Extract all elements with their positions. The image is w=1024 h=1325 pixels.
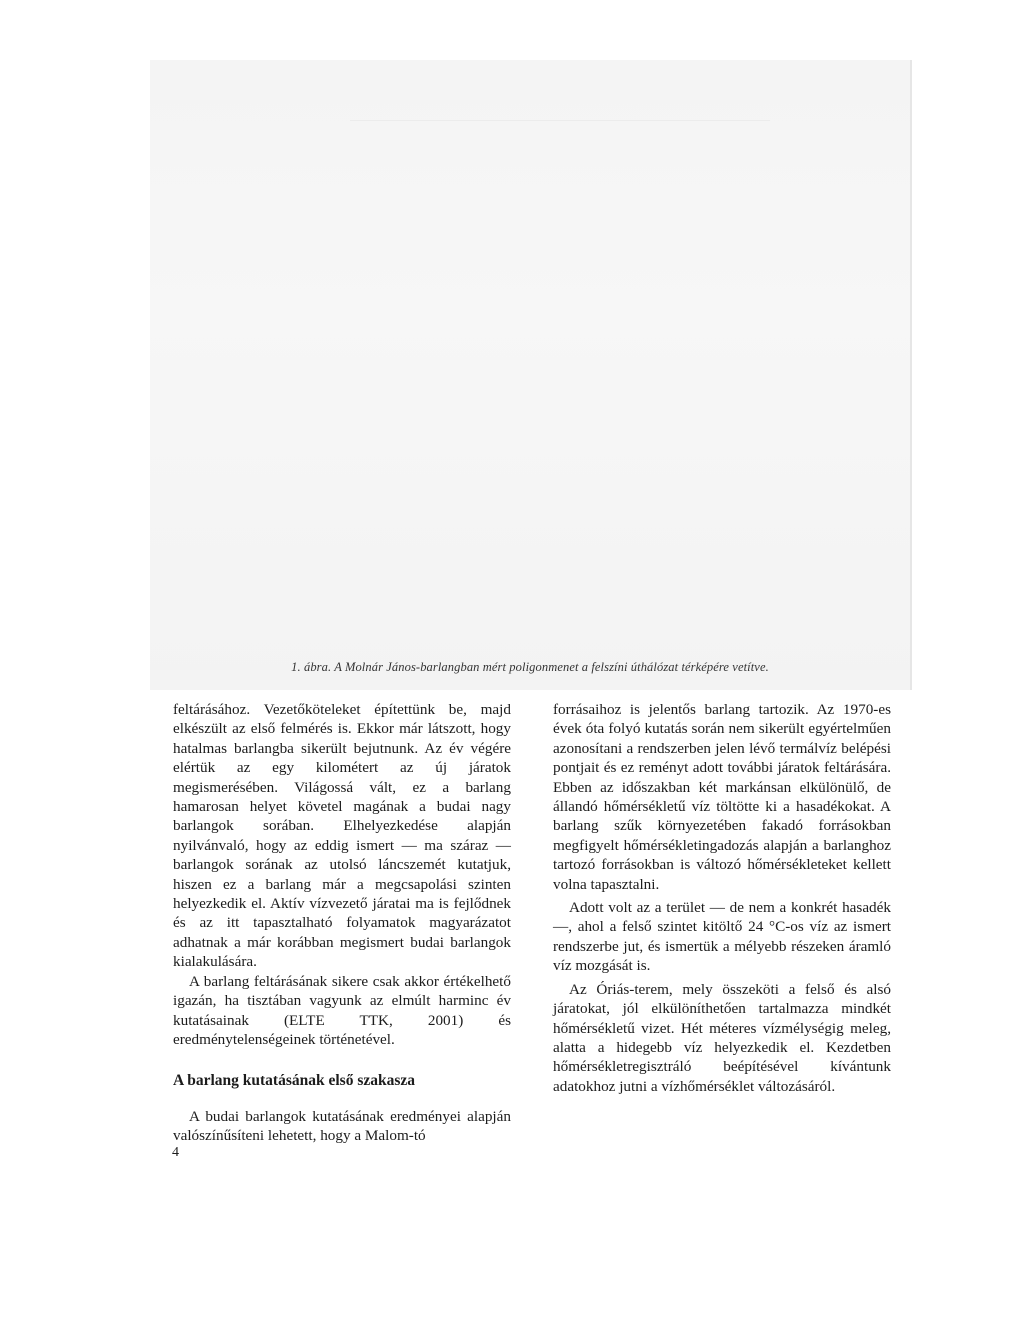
right-paragraph-1: forrásaihoz is jelentős barlang tartozik. Az 1970-es évek óta folyó kutatás során nem sikerült egyértelműen azonosítani a rendszerben jelen lévő termálvíz belépési pontjait és ez reményt adott további járatok feltárására. Ebben az időszakban két markánsan elkülönülő, de állandó hőmérsékletű víz töltötte ki a hasadékokat. A barlang szűk környezetében fakadó forrásokban megfigyelt hőmérsékletingadozás alapján a barlanghoz tartozó forrásokban is változó hőmérsékleteket kellett volna tapasztalni. [553, 701, 891, 893]
figure-faint-line [350, 120, 770, 121]
left-text-column [173, 700, 511, 1146]
right-paragraph-3: Az Óriás-terem, mely összeköti a felső és alsó járatokat, jól elkülöníthetően tartalmazza mindkét hőmérsékletű vizet. Hét méteres vízmélységig meleg, alatta a hidegebb víz helyezkedik el. Kezdetben hőmérsékletregisztráló beépítésével kívántunk adatokhoz jutni a vízhőmérséklet változásáról. [553, 980, 891, 1095]
right-text-column [553, 700, 891, 1096]
section-heading: A barlang kutatásának első szakasza [173, 1072, 416, 1090]
figure-image-area [150, 60, 912, 690]
left-paragraph-2: A barlang feltárásának sikere csak akkor értékelhető igazán, ha tisztában vagyunk az elmúlt harminc év kutatásainak (ELTE TTK, 2001) és eredménytelenségeinek történetével. [173, 972, 511, 1048]
left-paragraph-1: feltárásához. Vezetőköteleket építettünk be, majd elkészült az első felmérés is. Ekkor már látszott, hogy hatalmas barlangba sikerült bejutnunk. Az év végére elértük az egy kilométert az új járatok megismerésében. Világossá vált, ez a barlang hamarosan helyet követel magának a budai nagy barlangok sorában. Elhelyezkedése alapján nyilvánvaló, hogy az eddig ismert — ma száraz — barlangok sorának az utolsó láncszemét kutatjuk, hiszen ez a barlang már a megcsapolási szinten helyezkedik el. Aktív vízvezető járatai ma is fejlődnek és az itt tapasztalható folyamatok magyarázatot adhatnak a már korábban megismert budai barlangok kialakulására. [173, 701, 511, 971]
page-number: 4 [172, 1145, 179, 1160]
left-paragraph-3: A budai barlangok kutatásának eredményei alapján valószínűsíteni lehetett, hogy a Malom-tó [173, 1107, 511, 1145]
right-paragraph-2: Adott volt az a terület — de nem a konkrét hasadék —, ahol a felső szintet kitöltő 24 °C-os víz az ismert rendszerbe jut, és ismertük a mélyebb részeken áramló víz mozgását is. [553, 899, 891, 975]
figure-caption: 1. ábra. A Molnár János-barlangban mért poligonmenet a felszíni úthálózat térképére vetítve. [291, 660, 769, 674]
